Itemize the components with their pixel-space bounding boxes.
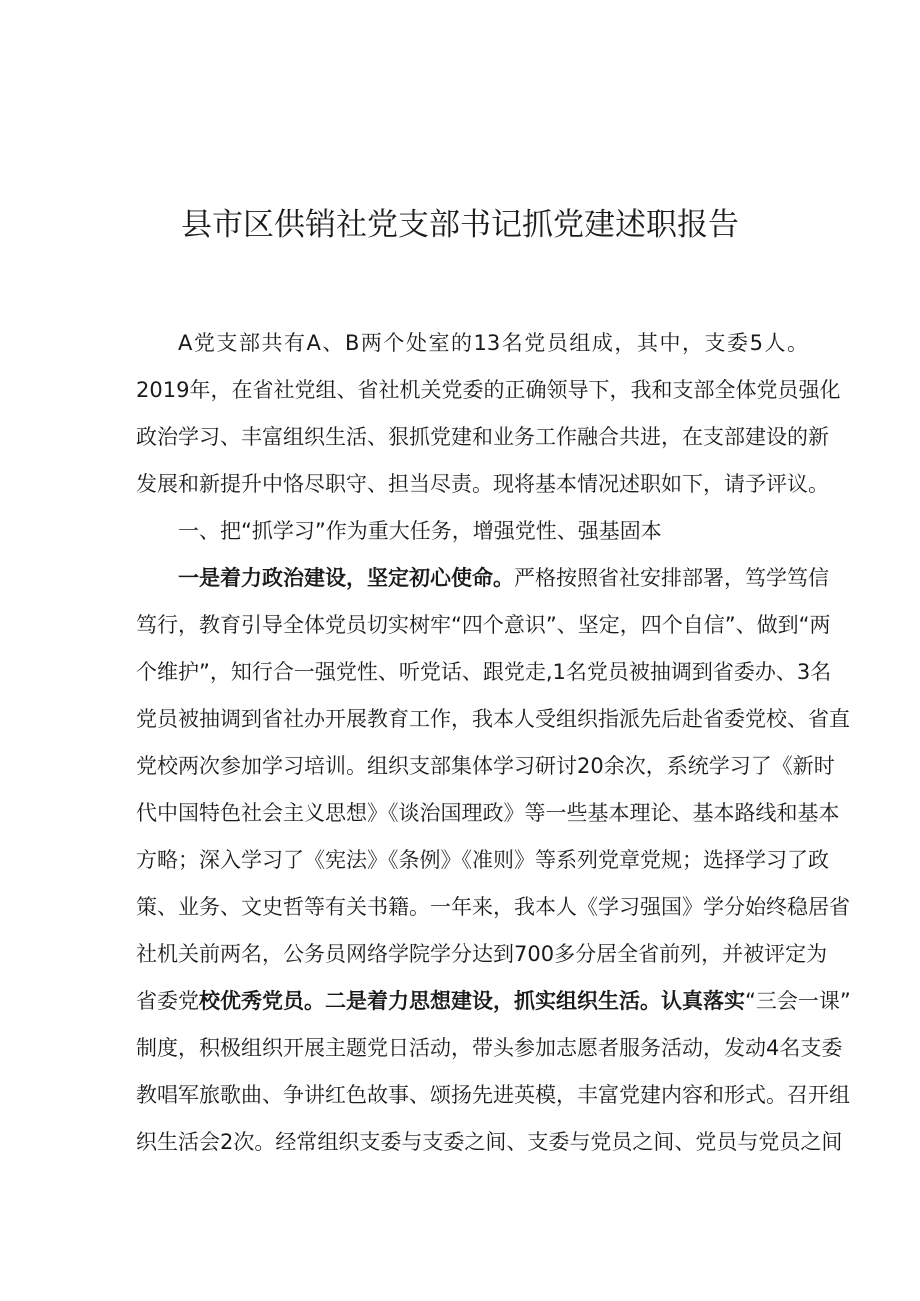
text-line (136, 837, 829, 884)
text-line (136, 696, 850, 743)
text-line (136, 743, 835, 790)
text-run: 党校两次参加学习培训。组织支部集体学习研讨20余次，系统学习了《新时 (136, 754, 835, 778)
text-run: A党支部共有A、B两个处室的13名党员组成，其中，支委5人。 (178, 331, 808, 355)
text-run: 一、把“抓学习”作为重大任务，增强党性、强基固本 (178, 519, 662, 543)
text-run: 方略；深入学习了《宪法》《条例》《准则》等系列党章党规；选择学习了政 (136, 848, 829, 872)
text-run: 制度，积极组织开展主题党日活动，带头参加志愿者服务活动，发动4名支委 (136, 1036, 843, 1060)
text-run: 2019年，在省社党组、省社机关党委的正确领导下，我和支部全体党员强化 (136, 378, 841, 402)
text-line (136, 414, 829, 461)
text-line (136, 790, 840, 837)
text-run: 策、业务、文史哲等有关书籍。一年来，我本人《学习强国》学分始终稳居省 (136, 895, 850, 919)
text-run: 织生活会2次。经常组织支委与支委之间、支委与党员之间、党员与党员之间 (136, 1130, 843, 1154)
text-run: “三会一课” (745, 989, 851, 1013)
text-run: 省委党 (136, 989, 199, 1013)
bold-text-run: 校优秀党员。二是着力思想建设，抓实组织生活。认真落实 (199, 989, 745, 1013)
text-run: 社机关前两名，公务员网络学院学分达到700多分居全省前列，并被评定为 (136, 942, 828, 966)
text-run: 发展和新提升中恪尽职守、担当尽责。现将基本情况述职如下，请予评议。 (136, 472, 829, 496)
text-run: 严格按照省社安排部署，笃学笃信 (514, 566, 829, 590)
text-run: 代中国特色社会主义思想》《谈治国理政》等一些基本理论、基本路线和基本 (136, 801, 840, 825)
text-run: 教唱军旅歌曲、争讲红色故事、颂扬先进英模，丰富党建内容和形式。召开组 (136, 1083, 850, 1107)
text-line (136, 649, 832, 696)
text-line (136, 602, 831, 649)
text-line (136, 555, 829, 602)
text-run: 党员被抽调到省社办开展教育工作，我本人受组织指派先后赴省委党校、省直 (136, 707, 850, 731)
text-line (136, 931, 828, 978)
text-line (136, 367, 841, 414)
bold-text-run: 一是着力政治建设，坚定初心使命。 (178, 566, 514, 590)
document-title: 县市区供销社党支部书记抓党建述职报告 (181, 207, 739, 243)
text-line (136, 884, 850, 931)
text-run: 政治学习、丰富组织生活、狠抓党建和业务工作融合共进，在支部建设的新 (136, 425, 829, 449)
text-run: 个维护”，知行合一强党性、听党话、跟党走,1名党员被抽调到省委办、3名 (136, 660, 832, 684)
text-line (136, 1119, 843, 1166)
text-line (136, 508, 808, 555)
text-run: 笃行，教育引导全体党员切实树牢“四个意识”、坚定，四个自信”、做到“两 (136, 613, 831, 637)
text-line (136, 1072, 850, 1119)
text-line (136, 461, 829, 508)
document-body (136, 320, 851, 1166)
text-line (136, 320, 808, 367)
text-line (136, 978, 851, 1025)
text-line (136, 1025, 843, 1072)
